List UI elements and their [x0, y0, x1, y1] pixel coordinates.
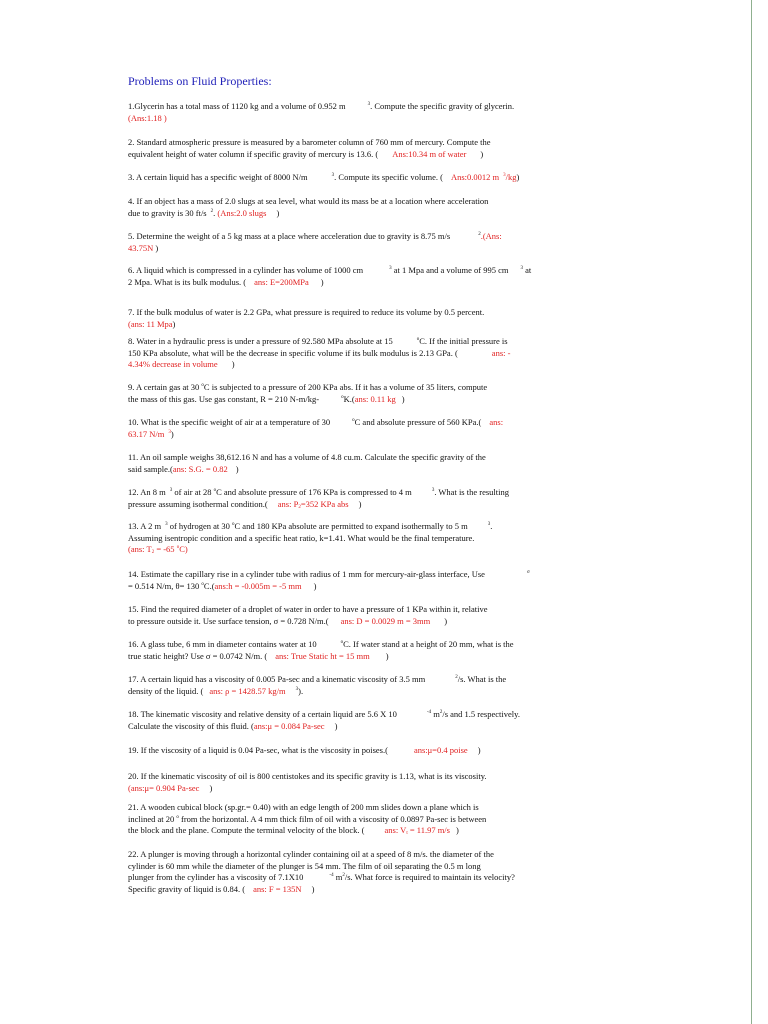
answer-text: ans:h = -0.005m = -5 mm	[214, 580, 302, 591]
problem-text: true static height? Use σ = 0.0742 N/m. (	[128, 650, 268, 661]
problem-line	[128, 651, 598, 663]
problem-text: 3. A certain liquid has a specific weight of 8000 N/m	[128, 172, 308, 182]
problem-text: density of the liquid. (	[128, 685, 204, 696]
problem-text: )	[320, 276, 324, 287]
problem-10	[128, 417, 598, 440]
answer-text: (Ans:1.18 )	[128, 112, 167, 123]
problem-text: 2	[210, 208, 214, 214]
problem-text: K.(	[343, 393, 355, 404]
problem-text: )	[209, 782, 213, 793]
answer-text: C)	[179, 544, 188, 555]
problem-text: o	[416, 337, 420, 342]
problem-text: 20. If the kinematic viscosity of oil is 800 centistokes and its specific gravity is 1.13, what is its viscosity.	[128, 771, 487, 781]
problem-line	[128, 721, 598, 733]
problem-line	[128, 464, 598, 476]
problem-text: σ	[526, 570, 530, 575]
answer-text: 2	[151, 550, 155, 556]
problem-line	[128, 861, 598, 873]
problem-text: C and 180 KPa absolute are permitted to expand isothermally to 5 m	[234, 521, 468, 531]
document-title: Problems on Fluid Properties:	[128, 74, 272, 88]
problem-line	[128, 382, 598, 394]
answer-text: ans: P	[277, 498, 299, 509]
answer-text: ans: S.G. = 0.82	[172, 463, 228, 474]
problem-text: 3	[169, 488, 173, 493]
problem-text: 3	[331, 173, 335, 178]
problem-22	[128, 849, 598, 895]
problem-text: 2	[455, 675, 458, 680]
problem-line	[128, 307, 598, 319]
problem-text: . Compute the specific gravity of glycerin.	[370, 101, 515, 111]
problem-text: )	[235, 463, 239, 474]
problem-text: 2 Mpa. What is its bulk modulus. (	[128, 276, 247, 287]
answer-text: = -65	[154, 544, 177, 555]
problem-text: 12. An 8 m	[128, 487, 166, 497]
problem-line	[128, 149, 598, 161]
answer-text: ans: True Static ht = 15 mm	[275, 650, 370, 661]
problem-text: )	[358, 498, 362, 509]
problem-line	[128, 604, 598, 616]
answer-text: Ans:0.0012 m	[450, 172, 500, 182]
answer-text: 43.75N	[128, 242, 154, 253]
problem-text: /s. What is the	[457, 674, 507, 684]
answer-text: (ans:μ= 0.904 Pa-sec	[128, 782, 200, 793]
problem-line	[128, 452, 598, 464]
problem-line	[128, 417, 598, 429]
problem-text: 3	[487, 522, 491, 527]
problem-text: pressure assuming isothermal condition.(	[128, 498, 268, 509]
problem-line	[128, 319, 598, 331]
problem-text: 13. A 2 m	[128, 521, 162, 531]
problem-text: C and absolute pressure of 176 KPa is compressed to 4 m	[216, 487, 412, 497]
problem-text: 3	[367, 102, 371, 107]
problem-text: )	[385, 650, 389, 661]
problem-13	[128, 521, 598, 556]
problem-15	[128, 604, 598, 627]
problem-text: )	[231, 359, 235, 370]
problem-text: )	[172, 318, 176, 329]
problem-text: 4. If an object has a mass of 2.0 slugs at sea level, what would its mass be at a location where acceleration	[128, 196, 489, 206]
answer-text: ans: E=200MPa	[254, 276, 309, 287]
problem-line	[128, 348, 598, 360]
problem-line	[128, 674, 598, 686]
problem-text: o	[340, 640, 344, 645]
problem-text: 17. A certain liquid has a viscosity of 0.005 Pa-sec and a kinematic viscosity of 3.5 mm	[128, 674, 426, 684]
answer-text: 3	[503, 173, 506, 178]
problem-text: 1.Glycerin has a total mass of 1120 kg and a volume of 0.952 m	[128, 101, 346, 111]
problem-line	[128, 208, 598, 220]
answer-text: 63.17 N/m	[128, 428, 165, 439]
problem-text: ).	[298, 685, 304, 696]
problem-text: 22. A plunger is moving through a horizontal cylinder containing oil at a speed of 8 m/s. the diameter of the	[128, 849, 494, 859]
problem-text: .	[490, 521, 493, 531]
problem-line	[128, 686, 598, 698]
problem-text: 2. Standard atmospheric pressure is measured by a barometer column of 760 mm of mercury. Compute the	[128, 137, 491, 147]
problem-line	[128, 533, 598, 545]
problem-21	[128, 802, 598, 837]
problem-text: 18. The kinematic viscosity and relative density of a certain liquid are 5.6 X 10	[128, 709, 397, 719]
problem-9	[128, 382, 598, 405]
answer-text: (Ans:2.0 slugs	[217, 207, 267, 218]
problem-text: 6. A liquid which is compressed in a cylinder has volume of 1000 cm	[128, 265, 364, 275]
problem-text: plunger from the cylinder has a viscosity of 7.1X10	[128, 872, 304, 883]
problem-line	[128, 802, 598, 814]
answer-text: ans:μ = 0.084 Pa-sec	[253, 720, 325, 731]
problem-line	[128, 521, 598, 533]
problem-text: 14. Estimate the capillary rise in a cylinder tube with radius of 1 mm for mercury-air-glass interface, Use	[128, 569, 485, 579]
answer-text: /kg	[505, 172, 517, 182]
problem-text: 21. A wooden cubical block (sp.gr.= 0.40) with an edge length of 200 mm slides down a plane which is	[128, 802, 479, 812]
problem-line	[128, 825, 598, 837]
problem-text: of air at 28	[172, 487, 214, 497]
problem-text: said sample.(	[128, 463, 173, 474]
problem-1	[128, 101, 598, 124]
problem-line	[128, 429, 598, 441]
problem-text: cylinder is 60 mm while the diameter of the plunger is 54 mm. The film of oil separating the 0.5 m long	[128, 860, 481, 871]
problem-line	[128, 814, 598, 826]
problem-text: 16. A glass tube, 6 mm in diameter contains water at 10	[128, 639, 317, 649]
problem-line	[128, 872, 598, 884]
problem-17	[128, 674, 598, 697]
problem-text: inclined at 20	[128, 813, 177, 824]
problem-text: )	[455, 825, 459, 836]
problem-text: o	[201, 383, 204, 388]
problem-line	[128, 359, 598, 371]
problem-text: 3	[165, 522, 168, 527]
answer-text: 2	[298, 504, 301, 510]
problem-text: due to gravity is 30 ft/s	[128, 207, 207, 218]
problem-line	[128, 277, 598, 289]
problem-line	[128, 265, 598, 277]
answer-text: ans: V	[384, 825, 407, 836]
problem-line	[128, 137, 598, 149]
problem-line	[128, 884, 598, 896]
problem-text: )	[444, 615, 448, 626]
problem-text: 3	[520, 266, 523, 271]
problem-text: )	[477, 745, 481, 755]
problem-text: )	[516, 172, 520, 182]
problem-text: 9. A certain gas at 30	[128, 382, 202, 392]
problem-text: m	[431, 709, 440, 719]
answer-text: ans: D = 0.0029 m = 3mm	[340, 615, 431, 626]
problem-text: )	[311, 883, 315, 894]
problem-text: o	[352, 418, 355, 423]
problem-text: Specific gravity of liquid is 0.84. (	[128, 883, 246, 894]
problem-text: C. If water stand at a height of 20 mm, what is the	[343, 639, 514, 649]
answer-text: (ans: 11 Mpa	[128, 318, 173, 329]
problem-text: to pressure outside it. Use surface tension, σ = 0.728 N/m.(	[128, 615, 329, 626]
problem-text: Assuming isentropic condition and a specific heat ratio, k=1.41. What would be the final temperature.	[128, 532, 475, 543]
answer-text: = 11.97 m/s	[407, 825, 450, 836]
problem-text: 3	[389, 266, 392, 271]
problem-text: . Compute its specific volume. (	[334, 172, 443, 182]
problem-16	[128, 639, 598, 662]
problem-7	[128, 307, 598, 330]
problem-5	[128, 231, 598, 254]
problem-text: 19. If the viscosity of a liquid is 0.04 Pa-sec, what is the viscosity in poises.(	[128, 745, 388, 755]
problem-3	[128, 172, 598, 184]
problem-text: 2	[342, 873, 345, 879]
problem-line	[128, 616, 598, 628]
problem-text: o	[176, 814, 179, 820]
problem-line	[128, 581, 598, 593]
problem-text: at 1 Mpa and a volume of 995 cm	[391, 265, 509, 275]
problem-line	[128, 745, 598, 757]
problem-text: .	[213, 207, 218, 218]
answer-text: ans:	[489, 417, 504, 427]
problem-6	[128, 265, 598, 288]
problem-text: . What is the resulting	[434, 487, 509, 497]
problem-text: 5. Determine the weight of a 5 kg mass at a place where acceleration due to gravity is 8.75 m/s	[128, 231, 451, 241]
problem-line	[128, 569, 598, 581]
problem-line	[128, 196, 598, 208]
problem-text: of hydrogen at 30	[167, 521, 233, 531]
problem-text: o	[232, 522, 235, 527]
problem-line	[128, 544, 598, 556]
problem-text: the block and the plane. Compute the terminal velocity of the block. (	[128, 825, 365, 836]
problem-text: /s. What force is required to maintain its velocity?	[344, 872, 515, 883]
problem-text: 10. What is the specific weight of air at a temperature of 30	[128, 417, 331, 427]
problem-12	[128, 487, 598, 510]
problem-line	[128, 487, 598, 499]
answer-text: Ans:10.34 m of water	[392, 148, 467, 159]
answer-text: o	[176, 545, 180, 551]
problem-text: )	[153, 242, 159, 253]
answer-text: ans: ρ = 1428.57 kg/m	[209, 685, 286, 696]
problem-line	[128, 639, 598, 651]
problem-line	[128, 243, 598, 255]
problem-18	[128, 709, 598, 732]
answer-text: 3	[168, 429, 171, 435]
problem-text: equivalent height of water column if specific gravity of mercury is 13.6. (	[128, 148, 379, 159]
answer-text: ans: 0.11 kg	[354, 393, 396, 404]
problem-text: 2	[439, 710, 443, 715]
problem-text: C. If the initial pressure is	[419, 336, 508, 346]
problem-4	[128, 196, 598, 219]
problem-2	[128, 137, 598, 160]
problem-text: 2	[478, 232, 481, 237]
problem-line	[128, 771, 598, 783]
problem-line	[128, 394, 598, 406]
problem-text: -4	[426, 710, 432, 715]
problem-text: 15. Find the required diameter of a droplet of water in order to have a pressure of 1 KPa within it, relative	[128, 604, 488, 614]
problem-text: from the horizontal. A 4 mm thick film of oil with a viscosity of 0.0897 Pa-sec is between	[178, 813, 487, 824]
problem-text: 3	[431, 488, 435, 493]
problem-text: 150 KPa absolute, what will be the decrease in specific volume if its bulk modulus is 2.13 GPa. (	[128, 347, 458, 358]
problem-text: )	[170, 428, 174, 439]
problem-text: )	[276, 207, 280, 218]
page-edge-line	[751, 0, 752, 1024]
problem-text: C.(	[203, 580, 215, 591]
problem-text: C is subjected to a pressure of 200 KPa abs. If it has a volume of 35 liters, compute	[203, 382, 488, 392]
problem-text: 8. Water in a hydraulic press is under a pressure of 92.580 MPa absolute at 15	[128, 336, 393, 346]
problem-14	[128, 569, 598, 592]
problem-line	[128, 499, 598, 511]
answer-text: =352 KPa abs	[300, 498, 349, 509]
problem-text: C and absolute pressure of 560 KPa.(	[354, 417, 482, 427]
answer-text: ans: -	[491, 347, 511, 358]
answer-text: 4.34% decrease in volume	[128, 359, 218, 370]
problem-text: 11. An oil sample weighs 38,612.16 N and has a volume of 4.8 cu.m. Calculate the specific gravity of the	[128, 452, 486, 462]
problem-20	[128, 771, 598, 794]
problem-text: o	[201, 581, 204, 587]
answer-text: ans: F = 135N	[253, 883, 302, 894]
problem-line	[128, 172, 598, 184]
problem-text: 7. If the bulk modulus of water is 2.2 GPa, what pressure is required to reduce its volume by 0.5 percent.	[128, 307, 485, 317]
answer-text: ans:μ=0.4 poise	[413, 745, 468, 755]
problem-text: m	[333, 872, 343, 883]
problem-text: /s and 1.5 respectively.	[442, 709, 520, 719]
problem-text: o	[213, 488, 217, 493]
problem-text: the mass of this gas. Use gas constant, R = 210 N-m/kg-	[128, 393, 320, 404]
problem-19	[128, 745, 598, 757]
problem-text: 3	[295, 686, 299, 692]
problem-text: at	[523, 265, 532, 275]
problem-line	[128, 113, 598, 125]
problem-text: )	[480, 148, 484, 159]
problem-text: = 0.514 N/m, θ= 130	[128, 580, 202, 591]
problem-text: )	[401, 393, 405, 404]
problem-line	[128, 336, 598, 348]
problem-11	[128, 452, 598, 475]
problem-text: o	[341, 394, 344, 400]
problem-line	[128, 849, 598, 861]
answer-text: (ans: T	[128, 544, 152, 555]
problem-8	[128, 336, 598, 371]
problem-text: )	[334, 720, 338, 731]
problem-line	[128, 231, 598, 243]
problem-line	[128, 783, 598, 795]
answer-text: .(Ans:	[480, 231, 502, 241]
problem-text: )	[313, 580, 317, 591]
problem-text: Calculate the viscosity of this fluid. (	[128, 720, 254, 731]
problem-line	[128, 709, 598, 721]
problem-line	[128, 101, 598, 113]
answer-text: t	[406, 831, 408, 837]
problem-text: -4	[329, 873, 334, 879]
